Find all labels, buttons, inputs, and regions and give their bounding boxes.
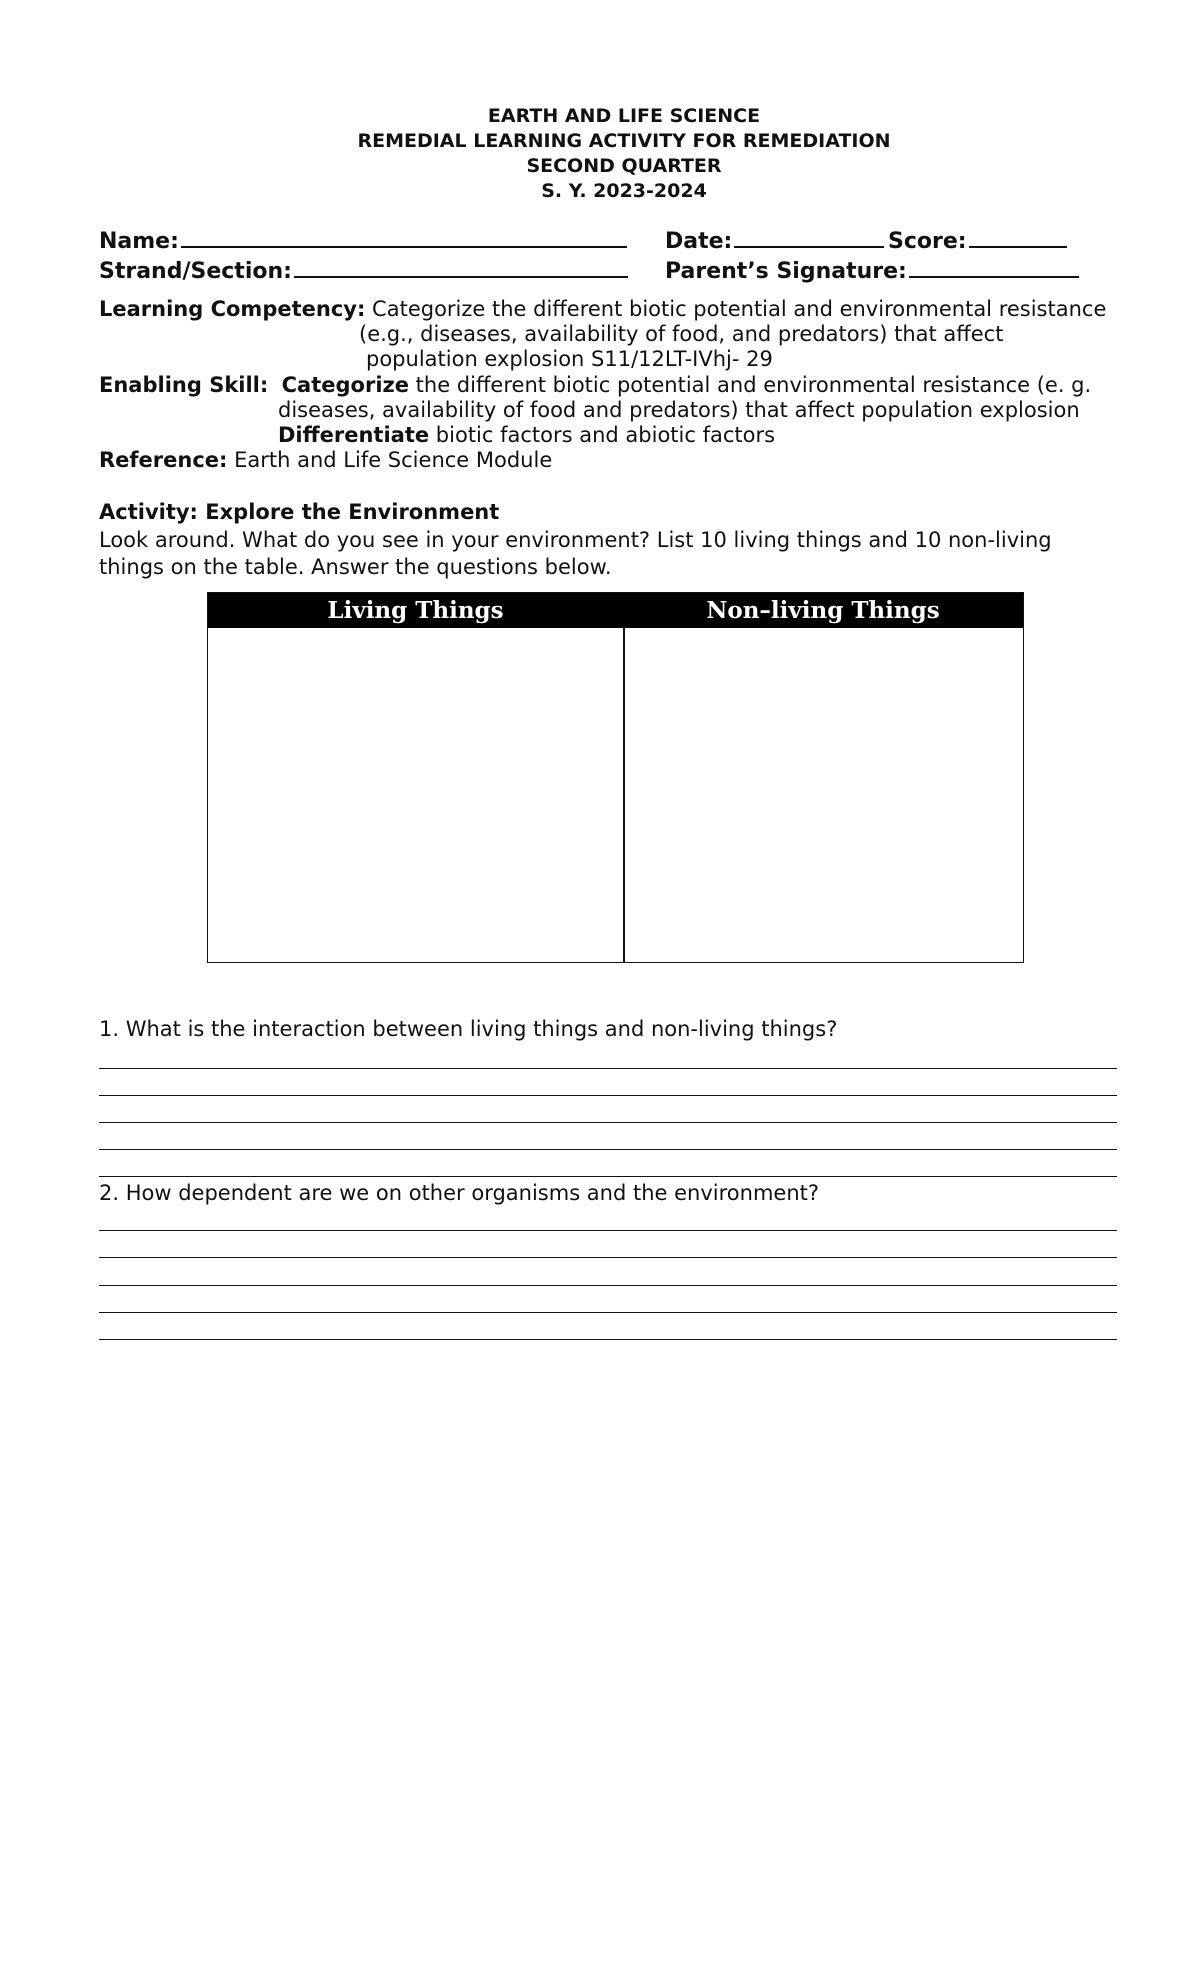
enabling-skill-line-1: the different biotic potential and environmental resistance (e. g. [408, 373, 1092, 397]
enabling-skill-line-3-text: biotic factors and abiotic factors [429, 423, 776, 447]
strand-section-blank[interactable] [294, 256, 628, 278]
answer-line[interactable] [99, 1230, 1117, 1231]
answer-line[interactable] [99, 1285, 1117, 1286]
enabling-skill [99, 372, 1091, 398]
living-nonliving-table [207, 592, 1024, 963]
score-blank[interactable] [969, 226, 1067, 248]
date-field[interactable] [665, 226, 884, 255]
reference-label: Reference: [99, 448, 228, 472]
strand-section-label: Strand/Section: [99, 259, 292, 284]
school-year-label: S. Y. 2023-2024 [541, 180, 707, 202]
enabling-skill-label: Enabling Skill: [99, 373, 269, 397]
quarter-label: SECOND QUARTER [526, 155, 722, 177]
answer-line[interactable] [99, 1312, 1117, 1313]
living-things-header: Living Things [208, 593, 623, 628]
date-blank[interactable] [734, 226, 884, 248]
learning-competency-line-3: population explosion S11/12LT-IVhj- 29 [366, 347, 773, 371]
activity-instructions-line-2: things on the table. Answer the questions below. [99, 555, 612, 579]
question-1: 1. What is the interaction between living things and non-living things? [99, 1017, 838, 1041]
enabling-skill-keyword-1: Categorize [281, 373, 409, 397]
parent-signature-field[interactable] [665, 256, 1079, 285]
score-label: Score: [888, 229, 967, 254]
reference [99, 447, 552, 473]
date-label: Date: [665, 229, 733, 254]
answer-line[interactable] [99, 1339, 1117, 1340]
doc-title: EARTH AND LIFE SCIENCE [487, 105, 761, 127]
activity-title: Explore the Environment [205, 500, 500, 524]
parent-signature-label: Parent’s Signature: [665, 259, 907, 284]
score-field[interactable] [888, 226, 1067, 255]
name-field[interactable] [99, 226, 627, 255]
answer-line[interactable] [99, 1068, 1117, 1069]
learning-competency-line-1: Categorize the different biotic potential and environmental resistance [372, 297, 1107, 321]
name-label: Name: [99, 229, 179, 254]
reference-text: Earth and Life Science Module [227, 448, 553, 472]
enabling-skill-line-2: diseases, availability of food and predators) that affect population explosion [278, 398, 1080, 422]
nonliving-things-cell[interactable] [625, 628, 1023, 962]
activity-label: Activity: [99, 500, 198, 524]
answer-line[interactable] [99, 1176, 1117, 1177]
living-things-cell[interactable] [208, 628, 623, 962]
nonliving-things-header: Non–living Things [623, 593, 1023, 628]
answer-line[interactable] [99, 1257, 1117, 1258]
parent-signature-blank[interactable] [909, 256, 1079, 278]
learning-competency [99, 296, 1106, 322]
question-2: 2. How dependent are we on other organisms and the environment? [99, 1181, 820, 1205]
name-blank[interactable] [181, 226, 627, 248]
activity-heading [99, 499, 499, 525]
answer-line[interactable] [99, 1149, 1117, 1150]
learning-competency-line-2: (e.g., diseases, availability of food, and predators) that affect [359, 322, 1004, 346]
doc-subtitle: REMEDIAL LEARNING ACTIVITY FOR REMEDIATION [357, 130, 891, 152]
answer-line[interactable] [99, 1122, 1117, 1123]
learning-competency-label: Learning Competency: [99, 297, 366, 321]
enabling-skill-line-3 [278, 422, 775, 448]
strand-section-field[interactable] [99, 256, 628, 285]
answer-line[interactable] [99, 1095, 1117, 1096]
activity-instructions-line-1: Look around. What do you see in your environment? List 10 living things and 10 non-living [99, 528, 1052, 552]
enabling-skill-keyword-2: Differentiate [278, 423, 430, 447]
